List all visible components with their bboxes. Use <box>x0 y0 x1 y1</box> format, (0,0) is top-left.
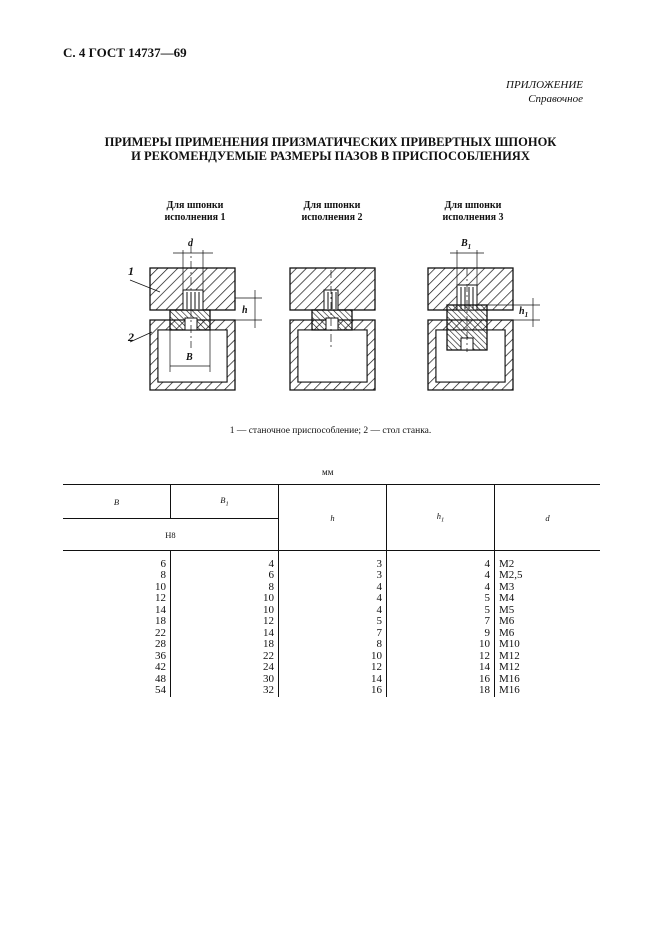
dim-label-h: h <box>242 305 248 316</box>
table-row <box>63 582 600 594</box>
cell-h1: 14 <box>387 662 495 674</box>
cell-h: 10 <box>279 651 387 663</box>
cell-B: 28 <box>63 639 171 651</box>
drawing-variant-2 <box>290 268 375 390</box>
cell-B1: 4 <box>171 559 279 571</box>
caption-2-line-2: исполнения 2 <box>301 212 363 223</box>
label-fixture-1: 1 <box>128 264 134 278</box>
cell-B: 42 <box>63 662 171 674</box>
cell-B: 10 <box>63 582 171 594</box>
table-slot-2 <box>298 330 367 382</box>
cell-h1: 18 <box>387 685 495 697</box>
cell-B: 8 <box>63 570 171 582</box>
dim-label-h1-sub: 1 <box>524 311 529 319</box>
cell-h: 12 <box>279 662 387 674</box>
cell-h1: 10 <box>387 639 495 651</box>
cell-d: M12 <box>499 661 520 673</box>
screw-hole-1 <box>183 290 203 310</box>
cell-B1: 14 <box>171 628 279 640</box>
cell-B: 54 <box>63 685 171 697</box>
cell-h: 4 <box>279 582 387 594</box>
cell-d: M16 <box>499 672 520 685</box>
cell-B: 18 <box>63 616 171 628</box>
drawing-variant-3 <box>428 250 540 390</box>
cell-B: 22 <box>63 628 171 640</box>
cell-d: M2 <box>499 557 515 570</box>
cell-h1: 12 <box>387 651 495 663</box>
dim-label-B: B <box>186 352 193 363</box>
cell-h: 3 <box>279 570 387 582</box>
header-h: h <box>279 485 387 551</box>
drawing-variant-1 <box>130 245 262 390</box>
table-row <box>63 570 600 582</box>
dim-label-h1-main: h <box>519 306 525 317</box>
header-h1-sub: 1 <box>441 516 445 524</box>
header-B: B <box>63 485 171 519</box>
cell-h: 4 <box>279 593 387 605</box>
cell-d: M4 <box>499 592 515 604</box>
dim-label-B1-main: B <box>461 238 468 249</box>
cell-B1: 12 <box>171 616 279 628</box>
title-line-2: И РЕКОМЕНДУЕМЫЕ РАЗМЕРЫ ПАЗОВ В ПРИСПОСОБЛЕНИЯХ <box>131 149 530 163</box>
cell-B: 48 <box>63 674 171 686</box>
header-B1 <box>171 485 279 519</box>
label-table-2: 2 <box>128 330 134 344</box>
cell-d: M3 <box>499 580 515 593</box>
figure-legend: 1 — станочное приспособление; 2 — стол станка. <box>229 426 432 436</box>
table-row <box>63 593 600 605</box>
cell-h1: 4 <box>387 559 495 571</box>
cell-h1: 7 <box>387 616 495 628</box>
key-2-head <box>326 318 338 330</box>
title-line-1: ПРИМЕРЫ ПРИМЕНЕНИЯ ПРИЗМАТИЧЕСКИХ ПРИВЕРТНЫХ ШПОНОК <box>104 135 557 149</box>
cell-B: 12 <box>63 593 171 605</box>
cell-h1: 5 <box>387 605 495 617</box>
table-row <box>63 662 600 674</box>
header-h1 <box>387 485 495 551</box>
cell-B: 14 <box>63 605 171 617</box>
cell-d: M10 <box>499 638 520 650</box>
cell-h1: 4 <box>387 582 495 594</box>
cell-h1: 16 <box>387 674 495 686</box>
dim-label-B1-sub: 1 <box>467 243 472 251</box>
header-B1-sub: 1 <box>225 500 229 508</box>
caption-3-line-1: Для шпонки <box>444 200 502 211</box>
cell-d: M2,5 <box>499 569 523 581</box>
appendix-type: Справочное <box>528 93 583 105</box>
header-tolerance: H8 <box>63 519 279 551</box>
table-row <box>63 685 600 697</box>
dim-label-d: d <box>188 238 193 249</box>
cell-h1: 4 <box>387 570 495 582</box>
cell-h: 14 <box>279 674 387 686</box>
table-row <box>63 605 600 617</box>
cell-d: M6 <box>499 615 515 627</box>
cell-d: M5 <box>499 603 515 616</box>
cell-h: 16 <box>279 685 387 697</box>
cell-h: 8 <box>279 639 387 651</box>
cell-h: 4 <box>279 605 387 617</box>
cell-B1: 24 <box>171 662 279 674</box>
cell-B1: 10 <box>171 593 279 605</box>
cell-B1: 6 <box>171 570 279 582</box>
table-unit: мм <box>322 467 334 477</box>
cell-B1: 8 <box>171 582 279 594</box>
cell-d: M6 <box>499 626 515 639</box>
dimensions-table <box>63 484 600 697</box>
table-row <box>63 639 600 651</box>
caption-1-line-2: исполнения 1 <box>164 212 226 223</box>
page-header: С. 4 ГОСТ 14737—69 <box>63 45 187 60</box>
cell-h1: 5 <box>387 593 495 605</box>
cell-h: 3 <box>279 559 387 571</box>
cell-h1: 9 <box>387 628 495 640</box>
caption-2-line-1: Для шпонки <box>303 200 361 211</box>
cell-B1: 30 <box>171 674 279 686</box>
cell-h: 5 <box>279 616 387 628</box>
cell-B: 6 <box>63 559 171 571</box>
table-row <box>63 616 600 628</box>
dim-label-h1 <box>519 306 528 319</box>
key-application-drawings <box>0 0 661 420</box>
cell-B1: 32 <box>171 685 279 697</box>
header-h1-main: h <box>436 511 441 522</box>
cell-B1: 10 <box>171 605 279 617</box>
appendix-title: ПРИЛОЖЕНИЕ <box>506 79 583 91</box>
cell-h: 7 <box>279 628 387 640</box>
header-d: d <box>495 485 601 551</box>
caption-1-line-1: Для шпонки <box>166 200 224 211</box>
cell-B: 36 <box>63 651 171 663</box>
dim-label-B1 <box>461 238 471 251</box>
cell-B1: 18 <box>171 639 279 651</box>
cell-B1: 22 <box>171 651 279 663</box>
header-B1-main: B <box>220 495 226 506</box>
caption-3-line-2: исполнения 3 <box>442 212 504 223</box>
cell-d: M16 <box>499 684 520 696</box>
cell-d: M12 <box>499 649 520 662</box>
